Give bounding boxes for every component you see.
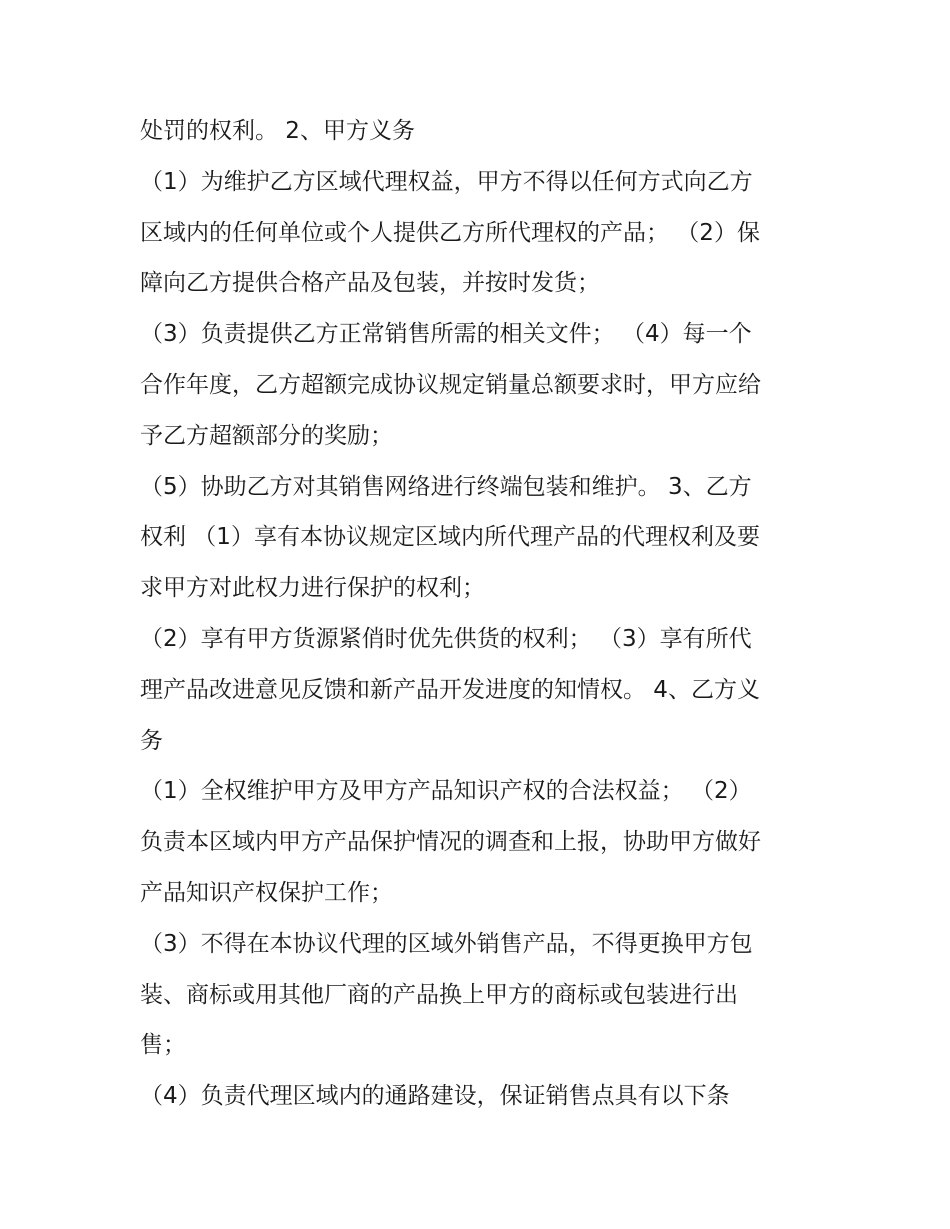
text-line-18: 装、商标或用其他厂商的产品换上甲方的商标或包装进行出 <box>140 981 738 1008</box>
text-line-8: （5）协助乙方对其销售网络进行终端包装和维护。 3、乙方 <box>140 473 752 500</box>
text-line-7: 予乙方超额部分的奖励； <box>140 422 393 449</box>
text-line-17: （3）不得在本协议代理的区域外销售产品，不得更换甲方包 <box>140 930 753 957</box>
text-line-4: 障向乙方提供合格产品及包装，并按时发货； <box>140 270 600 297</box>
text-line-10: 求甲方对此权力进行保护的权利； <box>140 575 485 602</box>
text-line-15: 负责本区域内甲方产品保护情况的调查和上报，协助甲方做好 <box>140 829 761 856</box>
text-line-12: 理产品改进意见反馈和新产品开发进度的知情权。 4、乙方义 <box>140 676 760 703</box>
text-line-16: 产品知识产权保护工作； <box>140 879 393 906</box>
text-line-9: 权利 （1）享有本协议规定区域内所代理产品的代理权利及要 <box>140 524 760 551</box>
text-line-19: 售； <box>140 1032 186 1059</box>
text-line-5: （3）负责提供乙方正常销售所需的相关文件； （4）每一个 <box>140 321 752 348</box>
text-line-13: 务 <box>140 727 163 754</box>
text-line-14: （1）全权维护甲方及甲方产品知识产权的合法权益； （2） <box>140 778 752 805</box>
text-line-20: （4）负责代理区域内的通路建设，保证销售点具有以下条 <box>140 1083 730 1110</box>
text-line-6: 合作年度，乙方超额完成协议规定销量总额要求时，甲方应给 <box>140 371 761 398</box>
document-body <box>140 106 820 1122</box>
text-line-2: （1）为维护乙方区域代理权益，甲方不得以任何方式向乙方 <box>140 168 753 195</box>
text-line-1: 处罚的权利。 2、甲方义务 <box>140 118 415 144</box>
text-line-11: （2）享有甲方货源紧俏时优先供货的权利； （3）享有所代 <box>140 625 752 652</box>
text-line-3: 区域内的任何单位或个人提供乙方所代理权的产品； （2）保 <box>140 219 760 246</box>
